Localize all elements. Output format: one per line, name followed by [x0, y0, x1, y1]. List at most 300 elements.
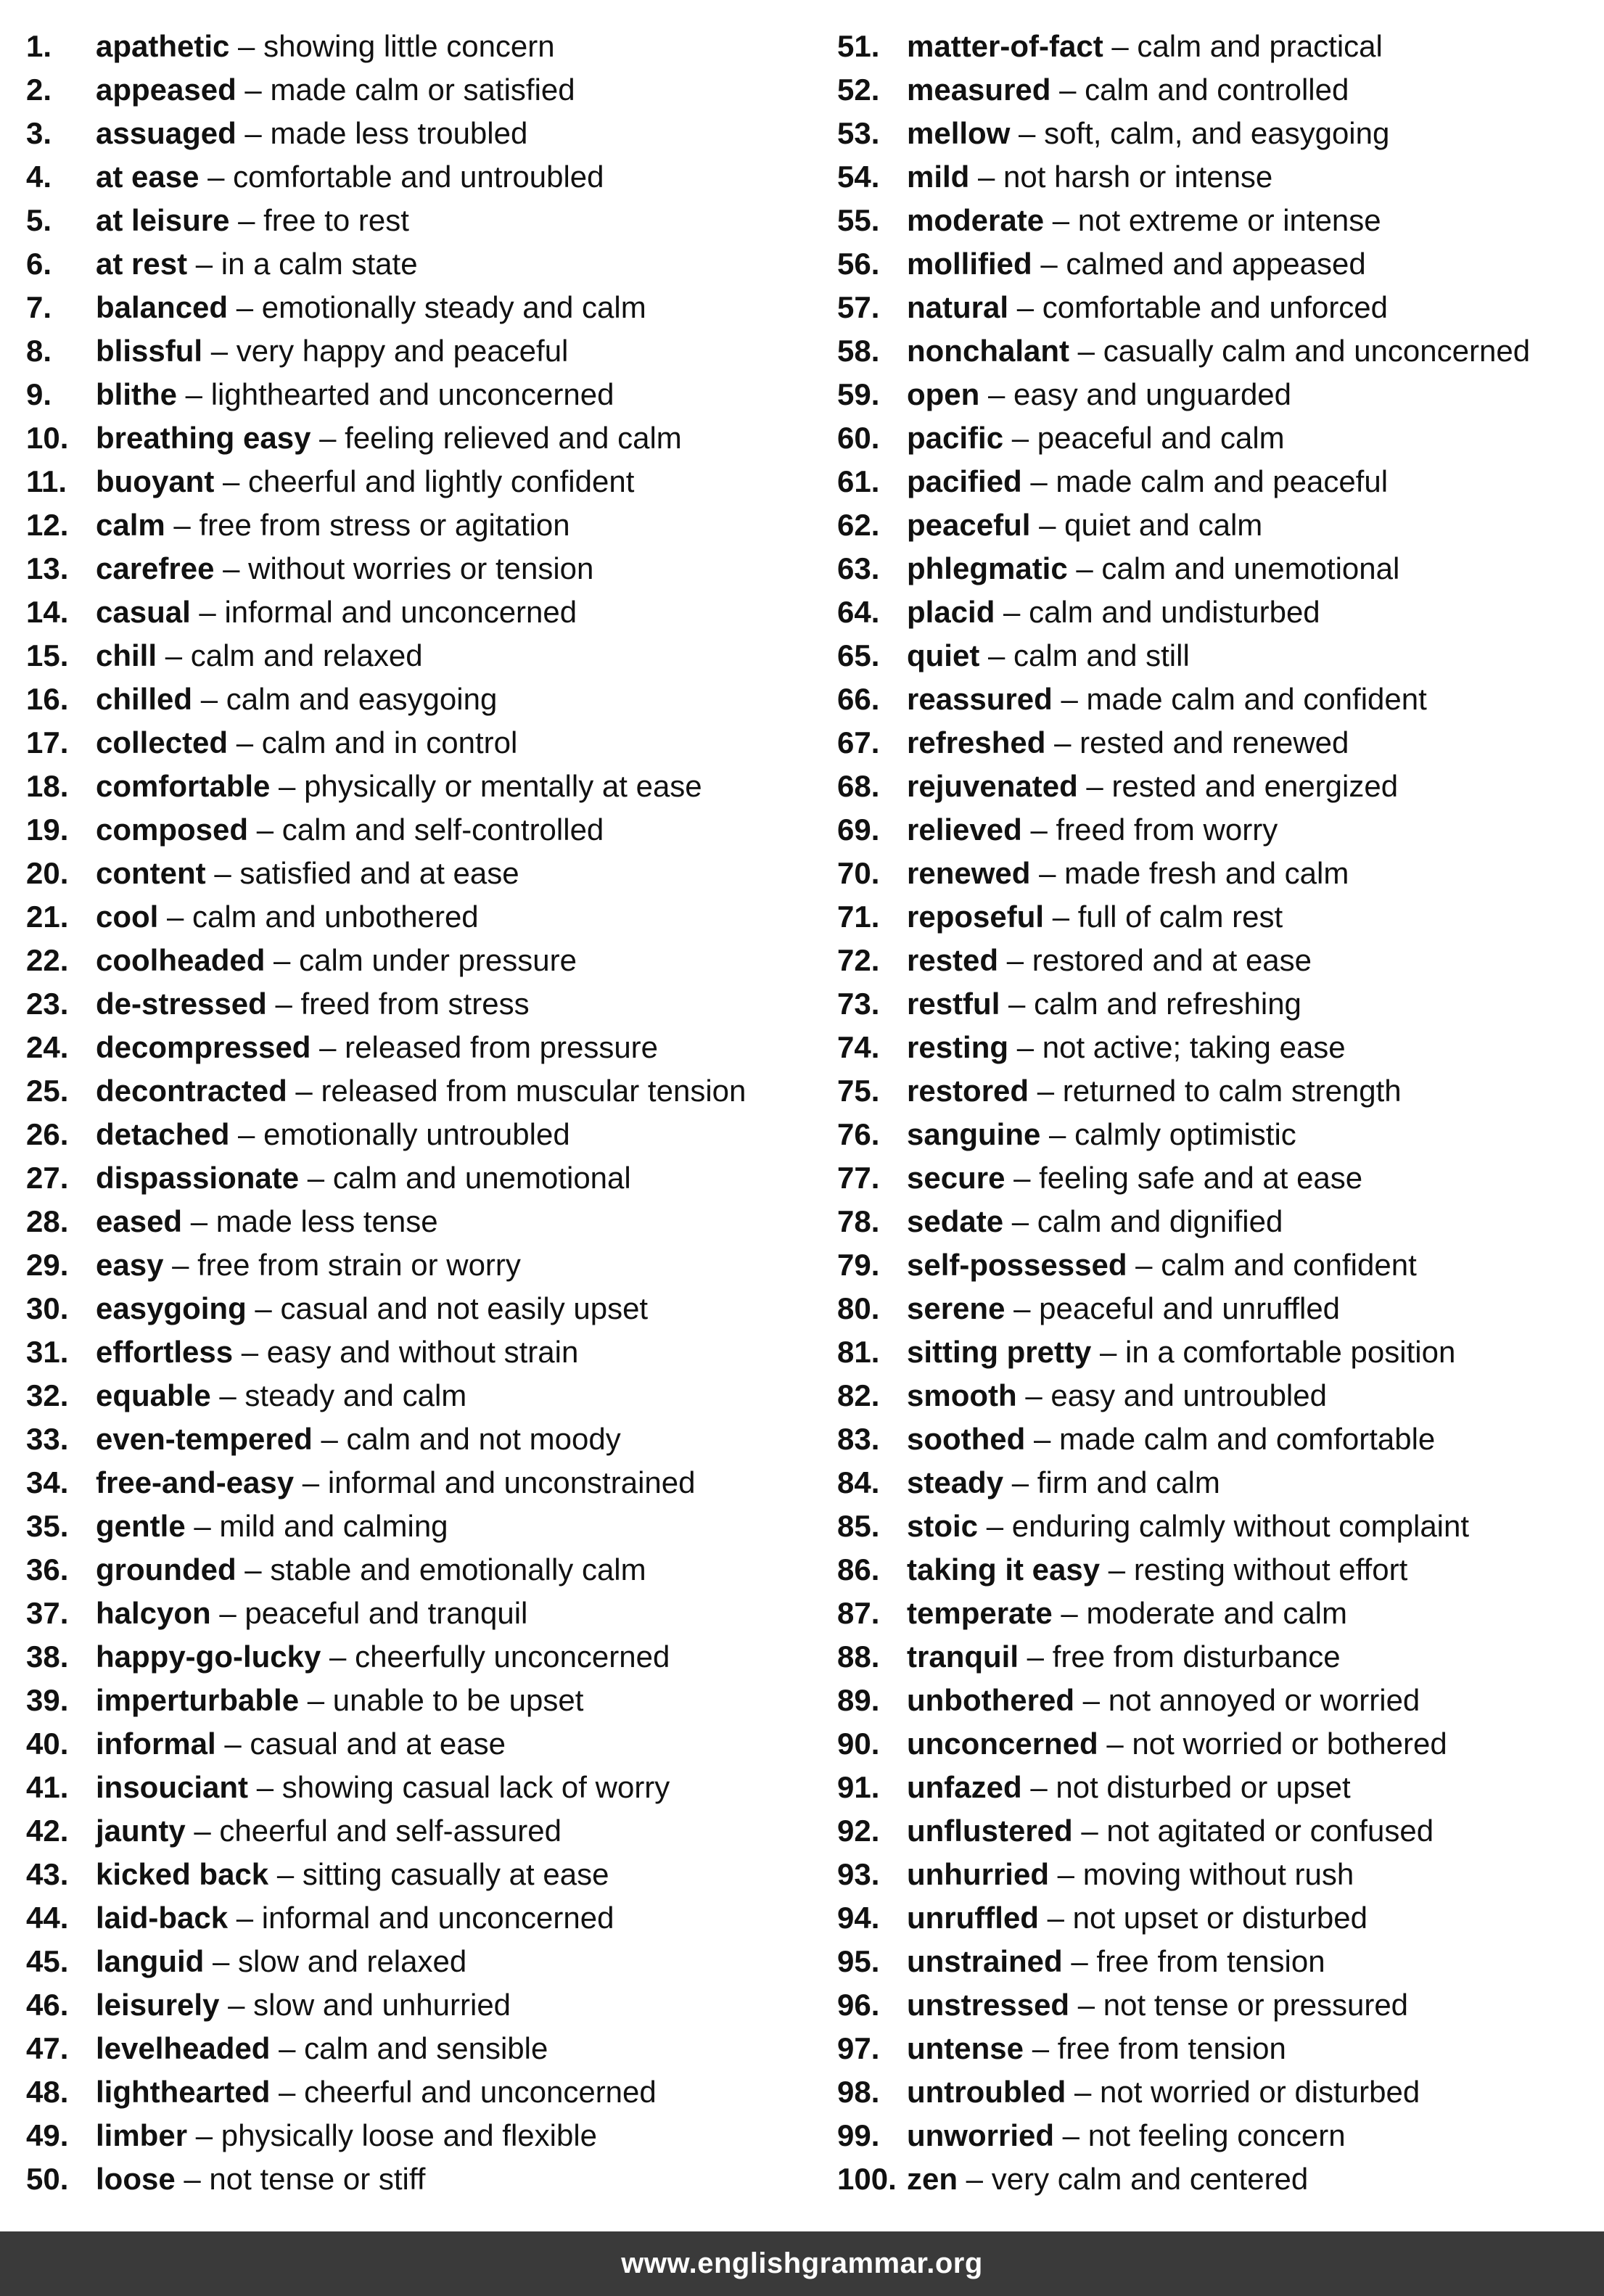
- list-item: [837, 112, 1599, 155]
- item-separator: –: [287, 1074, 321, 1108]
- list-item: [26, 373, 824, 416]
- item-word: informal: [96, 1727, 216, 1761]
- item-number: 83.: [837, 1422, 880, 1456]
- item-number: 86.: [837, 1552, 880, 1587]
- list-item: [26, 1983, 824, 2027]
- item-number: 9.: [26, 377, 52, 411]
- list-item: [26, 112, 824, 155]
- item-word: jaunty: [96, 1814, 186, 1848]
- item-number: 41.: [26, 1770, 69, 1804]
- item-definition: enduring calmly without complaint: [1011, 1509, 1470, 1543]
- item-definition: free from tension: [1057, 2031, 1286, 2065]
- list-item: [837, 1983, 1599, 2027]
- item-definition: slow and unhurried: [253, 1988, 511, 2022]
- item-definition: physically loose and flexible: [221, 2118, 598, 2152]
- item-separator: –: [1044, 203, 1078, 237]
- list-item: [26, 1505, 824, 1548]
- item-number: 50.: [26, 2162, 69, 2196]
- item-definition: easy and unguarded: [1013, 377, 1292, 411]
- item-definition: calm and dignified: [1037, 1204, 1283, 1238]
- item-separator: –: [1049, 1857, 1083, 1891]
- item-word: taking it easy: [907, 1552, 1101, 1587]
- item-separator: –: [248, 1770, 282, 1804]
- item-separator: –: [979, 377, 1014, 411]
- item-separator: –: [1008, 1030, 1042, 1064]
- item-number: 56.: [837, 247, 880, 281]
- item-word: mollified: [907, 247, 1032, 281]
- item-number: 75.: [837, 1074, 880, 1108]
- list-item: [837, 1287, 1599, 1330]
- list-item: [26, 286, 824, 329]
- item-number: 38.: [26, 1639, 69, 1674]
- list-item: [26, 1417, 824, 1461]
- list-item: [837, 1200, 1599, 1243]
- item-definition: calm and unbothered: [192, 900, 479, 934]
- item-number: 8.: [26, 334, 52, 368]
- list-item: [26, 1635, 824, 1679]
- item-word: unstrained: [907, 1944, 1063, 1978]
- item-word: effortless: [96, 1335, 234, 1369]
- item-definition: calm and practical: [1137, 29, 1383, 63]
- item-separator: –: [1074, 1683, 1109, 1717]
- item-definition: physically or mentally at ease: [304, 769, 702, 803]
- item-word: halcyon: [96, 1596, 211, 1630]
- item-definition: calm and confident: [1161, 1248, 1417, 1282]
- list-item: [837, 416, 1599, 460]
- list-item: [837, 1330, 1599, 1374]
- item-definition: restored and at ease: [1032, 943, 1312, 977]
- list-item: [837, 1113, 1599, 1156]
- list-item: [26, 895, 824, 939]
- item-number: 42.: [26, 1814, 69, 1848]
- item-number: 30.: [26, 1291, 69, 1325]
- list-item: [837, 1766, 1599, 1809]
- list-item: [837, 1461, 1599, 1505]
- item-definition: not worried or disturbed: [1100, 2075, 1420, 2109]
- item-separator: –: [1025, 1422, 1060, 1456]
- item-word: eased: [96, 1204, 183, 1238]
- list-item: [837, 1722, 1599, 1766]
- item-number: 47.: [26, 2031, 69, 2065]
- item-separator: –: [1030, 508, 1065, 542]
- item-number: 90.: [837, 1727, 880, 1761]
- item-number: 3.: [26, 116, 52, 150]
- item-word: imperturbable: [96, 1683, 300, 1717]
- item-definition: informal and unconcerned: [261, 1901, 614, 1935]
- item-definition: free from disturbance: [1052, 1639, 1341, 1674]
- item-number: 22.: [26, 943, 69, 977]
- list-item: [837, 1069, 1599, 1113]
- item-word: sanguine: [907, 1117, 1041, 1151]
- item-definition: cheerfully unconcerned: [355, 1639, 670, 1674]
- item-definition: casual and at ease: [250, 1727, 506, 1761]
- list-item: [26, 852, 824, 895]
- item-number: 16.: [26, 682, 69, 716]
- item-number: 82.: [837, 1378, 880, 1412]
- item-definition: not tense or stiff: [209, 2162, 426, 2196]
- item-separator: –: [163, 1248, 198, 1282]
- item-word: measured: [907, 73, 1051, 107]
- item-definition: free from tension: [1096, 1944, 1325, 1978]
- item-number: 63.: [837, 551, 880, 585]
- item-word: cool: [96, 900, 159, 934]
- item-separator: –: [978, 1509, 1012, 1543]
- item-separator: –: [1010, 116, 1045, 150]
- item-definition: not harsh or intense: [1003, 160, 1273, 194]
- item-word: unstressed: [907, 1988, 1070, 2022]
- item-number: 57.: [837, 290, 880, 324]
- list-item: [26, 1243, 824, 1287]
- item-definition: calm and relaxed: [190, 638, 423, 672]
- item-definition: free from strain or worry: [197, 1248, 521, 1282]
- item-word: zen: [907, 2162, 958, 2196]
- item-word: self-possessed: [907, 1248, 1127, 1282]
- item-number: 67.: [837, 725, 880, 760]
- item-number: 94.: [837, 1901, 880, 1935]
- footer-url[interactable]: www.englishgrammar.org: [621, 2247, 983, 2279]
- item-word: kicked back: [96, 1857, 269, 1891]
- item-word: steady: [907, 1465, 1004, 1499]
- item-definition: calmed and appeased: [1066, 247, 1366, 281]
- item-number: 27.: [26, 1161, 69, 1195]
- list-item: [837, 1026, 1599, 1069]
- list-item: [26, 939, 824, 982]
- item-separator: –: [1016, 1378, 1051, 1412]
- item-definition: free to rest: [263, 203, 409, 237]
- item-number: 74.: [837, 1030, 880, 1064]
- list-item: [837, 1156, 1599, 1200]
- item-definition: made less troubled: [270, 116, 528, 150]
- item-separator: –: [1052, 682, 1087, 716]
- item-word: easygoing: [96, 1291, 247, 1325]
- list-item: [26, 416, 824, 460]
- item-definition: cheerful and unconcerned: [304, 2075, 657, 2109]
- item-definition: made less tense: [215, 1204, 438, 1238]
- list-item: [837, 329, 1599, 373]
- item-separator: –: [1045, 725, 1080, 760]
- item-number: 84.: [837, 1465, 880, 1499]
- item-separator: –: [202, 334, 237, 368]
- list-item: [26, 1287, 824, 1330]
- item-word: balanced: [96, 290, 229, 324]
- item-definition: very happy and peaceful: [236, 334, 569, 368]
- list-item: [837, 1592, 1599, 1635]
- list-item: [26, 68, 824, 112]
- item-word: levelheaded: [96, 2031, 271, 2065]
- item-word: unflustered: [907, 1814, 1073, 1848]
- item-number: 78.: [837, 1204, 880, 1238]
- item-number: 59.: [837, 377, 880, 411]
- item-word: at ease: [96, 160, 200, 194]
- item-number: 37.: [26, 1596, 69, 1630]
- item-word: rested: [907, 943, 999, 977]
- item-separator: –: [299, 1683, 333, 1717]
- item-definition: lighthearted and unconcerned: [210, 377, 614, 411]
- list-item: [837, 982, 1599, 1026]
- list-item: [26, 2114, 824, 2157]
- item-separator: –: [1005, 1291, 1040, 1325]
- item-word: laid-back: [96, 1901, 229, 1935]
- item-definition: calm and controlled: [1085, 73, 1349, 107]
- item-word: rejuvenated: [907, 769, 1078, 803]
- item-word: pacific: [907, 421, 1004, 455]
- item-word: mellow: [907, 116, 1011, 150]
- list-item: [837, 1243, 1599, 1287]
- item-word: quiet: [907, 638, 980, 672]
- item-word: calm: [96, 508, 165, 542]
- item-number: 32.: [26, 1378, 69, 1412]
- item-separator: –: [1067, 551, 1102, 585]
- item-word: unruffled: [907, 1901, 1039, 1935]
- item-word: limber: [96, 2118, 188, 2152]
- item-number: 95.: [837, 1944, 880, 1978]
- item-word: mild: [907, 160, 970, 194]
- item-word: at rest: [96, 247, 188, 281]
- item-word: chilled: [96, 682, 193, 716]
- item-number: 58.: [837, 334, 880, 368]
- list-item: [26, 1853, 824, 1896]
- item-number: 34.: [26, 1465, 69, 1499]
- item-definition: calm and self-controlled: [281, 812, 604, 847]
- item-definition: calm under pressure: [299, 943, 577, 977]
- item-separator: –: [1005, 1161, 1040, 1195]
- item-definition: free from stress or agitation: [199, 508, 570, 542]
- list-item: [837, 1940, 1599, 1983]
- item-word: restful: [907, 987, 1000, 1021]
- item-separator: –: [1040, 1117, 1075, 1151]
- item-number: 26.: [26, 1117, 69, 1151]
- item-word: free-and-easy: [96, 1465, 295, 1499]
- item-separator: –: [294, 1465, 328, 1499]
- item-number: 19.: [26, 812, 69, 847]
- item-definition: sitting casually at ease: [302, 1857, 609, 1891]
- list-item: [26, 1548, 824, 1592]
- item-word: blissful: [96, 334, 203, 368]
- list-item: [837, 286, 1599, 329]
- item-number: 61.: [837, 464, 880, 498]
- item-word: appeased: [96, 73, 237, 107]
- item-separator: –: [1029, 1074, 1063, 1108]
- item-word: matter-of-fact: [907, 29, 1103, 63]
- item-number: 99.: [837, 2118, 880, 2152]
- item-number: 66.: [837, 682, 880, 716]
- item-definition: without worries or tension: [248, 551, 594, 585]
- item-separator: –: [310, 1030, 345, 1064]
- item-definition: not upset or disturbed: [1072, 1901, 1367, 1935]
- item-definition: not annoyed or worried: [1108, 1683, 1420, 1717]
- item-word: tranquil: [907, 1639, 1019, 1674]
- item-number: 35.: [26, 1509, 69, 1543]
- item-number: 20.: [26, 856, 69, 890]
- list-item: [26, 1156, 824, 1200]
- item-separator: –: [228, 725, 262, 760]
- item-definition: informal and unconcerned: [224, 595, 577, 629]
- item-number: 55.: [837, 203, 880, 237]
- item-number: 1.: [26, 29, 52, 63]
- list-item: [26, 1069, 824, 1113]
- list-item: [26, 982, 824, 1026]
- item-definition: not active; taking ease: [1042, 1030, 1346, 1064]
- item-separator: –: [228, 1901, 262, 1935]
- list-item: [26, 1679, 824, 1722]
- item-word: refreshed: [907, 725, 1046, 760]
- item-number: 6.: [26, 247, 52, 281]
- item-word: reposeful: [907, 900, 1045, 934]
- item-number: 96.: [837, 1988, 880, 2022]
- item-separator: –: [1000, 987, 1035, 1021]
- item-separator: –: [1103, 29, 1138, 63]
- list-item: [837, 1853, 1599, 1896]
- item-word: untense: [907, 2031, 1024, 2065]
- item-separator: –: [214, 464, 249, 498]
- item-word: at leisure: [96, 203, 230, 237]
- item-separator: –: [1003, 1204, 1037, 1238]
- item-definition: released from pressure: [345, 1030, 659, 1064]
- list-item: [837, 1635, 1599, 1679]
- item-definition: showing casual lack of worry: [281, 1770, 670, 1804]
- item-number: 52.: [837, 73, 880, 107]
- list-item: [26, 242, 824, 286]
- item-word: secure: [907, 1161, 1005, 1195]
- list-item: [837, 547, 1599, 591]
- item-definition: calmly optimistic: [1074, 1117, 1296, 1151]
- list-item: [26, 503, 824, 547]
- item-number: 92.: [837, 1814, 880, 1848]
- list-item: [26, 634, 824, 678]
- item-word: stoic: [907, 1509, 979, 1543]
- item-number: 21.: [26, 900, 69, 934]
- item-definition: emotionally steady and calm: [261, 290, 646, 324]
- list-item: [837, 1374, 1599, 1417]
- item-word: relieved: [907, 812, 1022, 847]
- item-definition: steady and calm: [244, 1378, 467, 1412]
- item-separator: –: [958, 2162, 992, 2196]
- word-list: [0, 25, 1604, 2201]
- list-item: [837, 1896, 1599, 1940]
- item-word: decompressed: [96, 1030, 311, 1064]
- list-item: [26, 1940, 824, 1983]
- list-item: [26, 547, 824, 591]
- item-separator: –: [187, 247, 221, 281]
- list-item: [26, 1461, 824, 1505]
- item-word: untroubled: [907, 2075, 1066, 2109]
- list-item: [26, 1026, 824, 1069]
- item-separator: –: [1066, 2075, 1100, 2109]
- item-definition: returned to calm strength: [1062, 1074, 1402, 1108]
- item-separator: –: [1069, 1988, 1103, 2022]
- item-separator: –: [185, 1509, 220, 1543]
- item-separator: –: [1091, 1335, 1126, 1369]
- item-number: 73.: [837, 987, 880, 1021]
- item-definition: cheerful and lightly confident: [248, 464, 635, 498]
- item-definition: satisfied and at ease: [239, 856, 519, 890]
- item-number: 49.: [26, 2118, 69, 2152]
- item-number: 15.: [26, 638, 69, 672]
- item-number: 69.: [837, 812, 880, 847]
- item-separator: –: [1050, 73, 1085, 107]
- item-number: 10.: [26, 421, 69, 455]
- list-item: [837, 1679, 1599, 1722]
- item-separator: –: [1024, 2031, 1058, 2065]
- item-number: 13.: [26, 551, 69, 585]
- item-separator: –: [1038, 1901, 1073, 1935]
- item-definition: casually calm and unconcerned: [1103, 334, 1531, 368]
- item-definition: feeling relieved and calm: [345, 421, 682, 455]
- item-separator: –: [219, 1988, 254, 2022]
- item-number: 77.: [837, 1161, 880, 1195]
- item-number: 62.: [837, 508, 880, 542]
- item-separator: –: [214, 551, 249, 585]
- item-separator: –: [210, 1378, 245, 1412]
- list-item: [26, 155, 824, 199]
- item-definition: resting without effort: [1133, 1552, 1408, 1587]
- list-item: [837, 634, 1599, 678]
- list-item: [26, 2027, 824, 2070]
- item-number: 93.: [837, 1857, 880, 1891]
- item-number: 71.: [837, 900, 880, 934]
- item-definition: calm and easygoing: [226, 682, 498, 716]
- item-word: buoyant: [96, 464, 215, 498]
- item-separator: –: [1077, 769, 1112, 803]
- item-word: comfortable: [96, 769, 271, 803]
- item-word: unconcerned: [907, 1727, 1098, 1761]
- list-item: [837, 2114, 1599, 2157]
- item-word: de-stressed: [96, 987, 267, 1021]
- item-word: decontracted: [96, 1074, 287, 1108]
- item-number: 87.: [837, 1596, 880, 1630]
- item-word: peaceful: [907, 508, 1031, 542]
- list-item: [26, 1374, 824, 1417]
- item-definition: moving without rush: [1082, 1857, 1354, 1891]
- item-word: reassured: [907, 682, 1053, 716]
- list-item: [837, 765, 1599, 808]
- list-item: [837, 808, 1599, 852]
- item-separator: –: [158, 900, 193, 934]
- item-number: 24.: [26, 1030, 69, 1064]
- item-word: assuaged: [96, 116, 237, 150]
- item-word: unbothered: [907, 1683, 1074, 1717]
- item-definition: calm and not moody: [346, 1422, 621, 1456]
- list-item: [837, 2157, 1599, 2201]
- item-separator: –: [165, 508, 200, 542]
- item-definition: not agitated or confused: [1106, 1814, 1434, 1848]
- item-word: pacified: [907, 464, 1022, 498]
- list-item: [26, 25, 824, 68]
- item-number: 76.: [837, 1117, 880, 1151]
- item-separator: –: [205, 856, 240, 890]
- item-separator: –: [1019, 1639, 1053, 1674]
- item-word: smooth: [907, 1378, 1017, 1412]
- list-item: [837, 1548, 1599, 1592]
- list-item: [837, 895, 1599, 939]
- item-definition: made calm or satisfied: [270, 73, 575, 107]
- item-definition: calm and refreshing: [1034, 987, 1301, 1021]
- item-definition: calm and undisturbed: [1029, 595, 1320, 629]
- item-number: 44.: [26, 1901, 69, 1935]
- item-definition: not feeling concern: [1087, 2118, 1346, 2152]
- list-item: [837, 199, 1599, 242]
- list-item: [837, 460, 1599, 503]
- item-number: 85.: [837, 1509, 880, 1543]
- item-word: easy: [96, 1248, 164, 1282]
- item-number: 97.: [837, 2031, 880, 2065]
- item-separator: –: [190, 595, 225, 629]
- item-definition: casual and not easily upset: [280, 1291, 649, 1325]
- list-item: [26, 591, 824, 634]
- item-definition: comfortable and untroubled: [233, 160, 604, 194]
- item-definition: calm and still: [1013, 638, 1190, 672]
- item-number: 88.: [837, 1639, 880, 1674]
